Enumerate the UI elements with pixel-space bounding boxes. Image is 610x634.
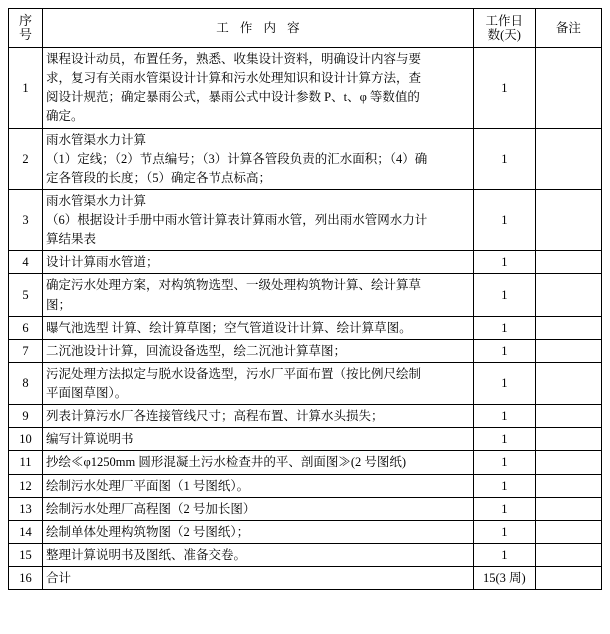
- row-no: 1: [9, 48, 43, 129]
- row-days: 1: [473, 543, 535, 566]
- table-row: [9, 428, 602, 451]
- row-days: 1: [473, 48, 535, 129]
- row-days: 1: [473, 405, 535, 428]
- row-content: [43, 274, 474, 316]
- row-content: [43, 48, 474, 129]
- row-content-line: 整理计算说明书及图纸、准备交卷。: [46, 547, 247, 562]
- row-content-line: 雨水管渠水力计算: [46, 193, 147, 208]
- row-note: [535, 405, 601, 428]
- row-content-line: 绘制污水处理厂高程图（2 号加长图）: [46, 501, 256, 516]
- header-days-line2: 数(天): [487, 28, 521, 42]
- row-no: 10: [9, 428, 43, 451]
- row-no: 5: [9, 274, 43, 316]
- header-note-label: 备注: [555, 20, 581, 35]
- row-content-line: 图；: [46, 297, 72, 312]
- header-content-label: 工 作 内 容: [216, 20, 304, 35]
- row-content-line: 二沉池设计计算，回流设备选型，绘二沉池计算草图；: [46, 343, 347, 358]
- row-content-line: 编写计算说明书: [46, 432, 134, 447]
- table-row: [9, 48, 602, 129]
- row-content-line: 抄绘≪φ1250mm 圆形混凝土污水检查井的平、剖面图≫(2 号图纸): [46, 455, 407, 470]
- table-row-total: [9, 567, 602, 590]
- header-cell-content: [43, 9, 474, 48]
- row-content: [43, 189, 474, 250]
- row-no: 6: [9, 316, 43, 339]
- table-row: [9, 520, 602, 543]
- row-content-line: 课程设计动员，布置任务，熟悉、收集设计资料，明确设计内容与要: [46, 52, 422, 66]
- row-no: 16: [9, 567, 43, 590]
- table-row: [9, 543, 602, 566]
- header-cell-no: [9, 9, 43, 48]
- row-content-line: 绘制污水处理厂平面图（1 号图纸）。: [46, 478, 250, 493]
- row-no: 13: [9, 497, 43, 520]
- row-content-line: 列表计算污水厂各连接管线尺寸；高程布置、计算水头损失；: [46, 409, 384, 424]
- table-row: [9, 316, 602, 339]
- row-days: 1: [473, 474, 535, 497]
- row-note: [535, 128, 601, 189]
- row-note: [535, 251, 601, 274]
- row-content-line: 确定污水处理方案，对构筑物选型、一级处理构筑物计算、绘计算草: [46, 278, 422, 293]
- row-days: 1: [473, 428, 535, 451]
- row-no: 15: [9, 543, 43, 566]
- header-cell-days: [473, 9, 535, 48]
- table-row: [9, 339, 602, 362]
- row-note: [535, 567, 601, 590]
- table-row: [9, 474, 602, 497]
- row-no: 8: [9, 362, 43, 404]
- row-days: 1: [473, 251, 535, 274]
- table-row: [9, 497, 602, 520]
- row-days: 1: [473, 316, 535, 339]
- row-note: [535, 48, 601, 129]
- row-days-total: 15(3 周): [473, 567, 535, 590]
- row-content: [43, 251, 474, 274]
- header-days-line1: 工作日: [485, 13, 524, 28]
- row-days: 1: [473, 520, 535, 543]
- row-content-line: 雨水管渠水力计算: [46, 132, 147, 147]
- row-no: 7: [9, 339, 43, 362]
- row-content: [43, 520, 474, 543]
- header-no-line1: 序: [19, 13, 33, 29]
- row-content: [43, 567, 474, 590]
- row-content-line: 确定。: [46, 109, 84, 124]
- row-content: [43, 405, 474, 428]
- row-content-line: 算结果表: [46, 232, 97, 247]
- header-cell-note: [535, 9, 601, 48]
- row-no: 12: [9, 474, 43, 497]
- table-row: [9, 189, 602, 250]
- row-note: [535, 497, 601, 520]
- row-content: [43, 543, 474, 566]
- row-note: [535, 316, 601, 339]
- row-days: 1: [473, 339, 535, 362]
- row-content: [43, 362, 474, 404]
- row-no: 11: [9, 451, 43, 474]
- row-content-line: 绘制单体处理构筑物图（2 号图纸）；: [46, 524, 250, 539]
- work-schedule-table: [8, 8, 602, 590]
- row-note: [535, 474, 601, 497]
- header-no-line2: 号: [19, 27, 33, 42]
- row-note: [535, 451, 601, 474]
- row-content-line: 污泥处理方法拟定与脱水设备选型，污水厂平面布置（按比例尺绘制: [46, 366, 422, 381]
- row-content-line: 定各管段的长度；（5）确定各节点标高；: [46, 170, 272, 185]
- row-note: [535, 339, 601, 362]
- row-content-line: 求，复习有关雨水管渠设计计算和污水处理知识和设计计算方法，查: [46, 71, 422, 86]
- row-no: 14: [9, 520, 43, 543]
- table-row: [9, 128, 602, 189]
- row-content: [43, 428, 474, 451]
- row-content-line: 曝气池选型 计算、绘计算草图；空气管道设计计算、绘计算草图。: [46, 320, 412, 335]
- row-content: [43, 316, 474, 339]
- row-note: [535, 362, 601, 404]
- table-row: [9, 362, 602, 404]
- row-content: [43, 128, 474, 189]
- row-days: 1: [473, 497, 535, 520]
- row-content-line: 阅设计规范；确定暴雨公式，暴雨公式中设计参数 P、t、φ 等数值的: [46, 90, 420, 105]
- row-days: 1: [473, 451, 535, 474]
- table-row: [9, 274, 602, 316]
- row-content: [43, 474, 474, 497]
- table-row: [9, 251, 602, 274]
- row-days: 1: [473, 189, 535, 250]
- row-no: 2: [9, 128, 43, 189]
- table-header-row: [9, 9, 602, 48]
- row-content-line: （6）根据设计手册中雨水管计算表计算雨水管，列出雨水管网水力计: [46, 213, 428, 227]
- row-note: [535, 274, 601, 316]
- table-row: [9, 451, 602, 474]
- row-content: [43, 451, 474, 474]
- row-content: [43, 497, 474, 520]
- row-days: 1: [473, 274, 535, 316]
- row-note: [535, 543, 601, 566]
- row-content-line: 合计: [46, 571, 72, 585]
- row-content-line: 平面图草图）。: [46, 386, 128, 400]
- row-no: 3: [9, 189, 43, 250]
- row-note: [535, 520, 601, 543]
- table-row: [9, 405, 602, 428]
- row-days: 1: [473, 128, 535, 189]
- row-content: [43, 339, 474, 362]
- row-days: 1: [473, 362, 535, 404]
- row-note: [535, 189, 601, 250]
- row-no: 9: [9, 405, 43, 428]
- row-note: [535, 428, 601, 451]
- row-no: 4: [9, 251, 43, 274]
- row-content-line: 设计计算雨水管道；: [46, 255, 159, 270]
- row-content-line: （1）定线；（2）节点编号；（3）计算各管段负责的汇水面积；（4）确: [46, 151, 428, 166]
